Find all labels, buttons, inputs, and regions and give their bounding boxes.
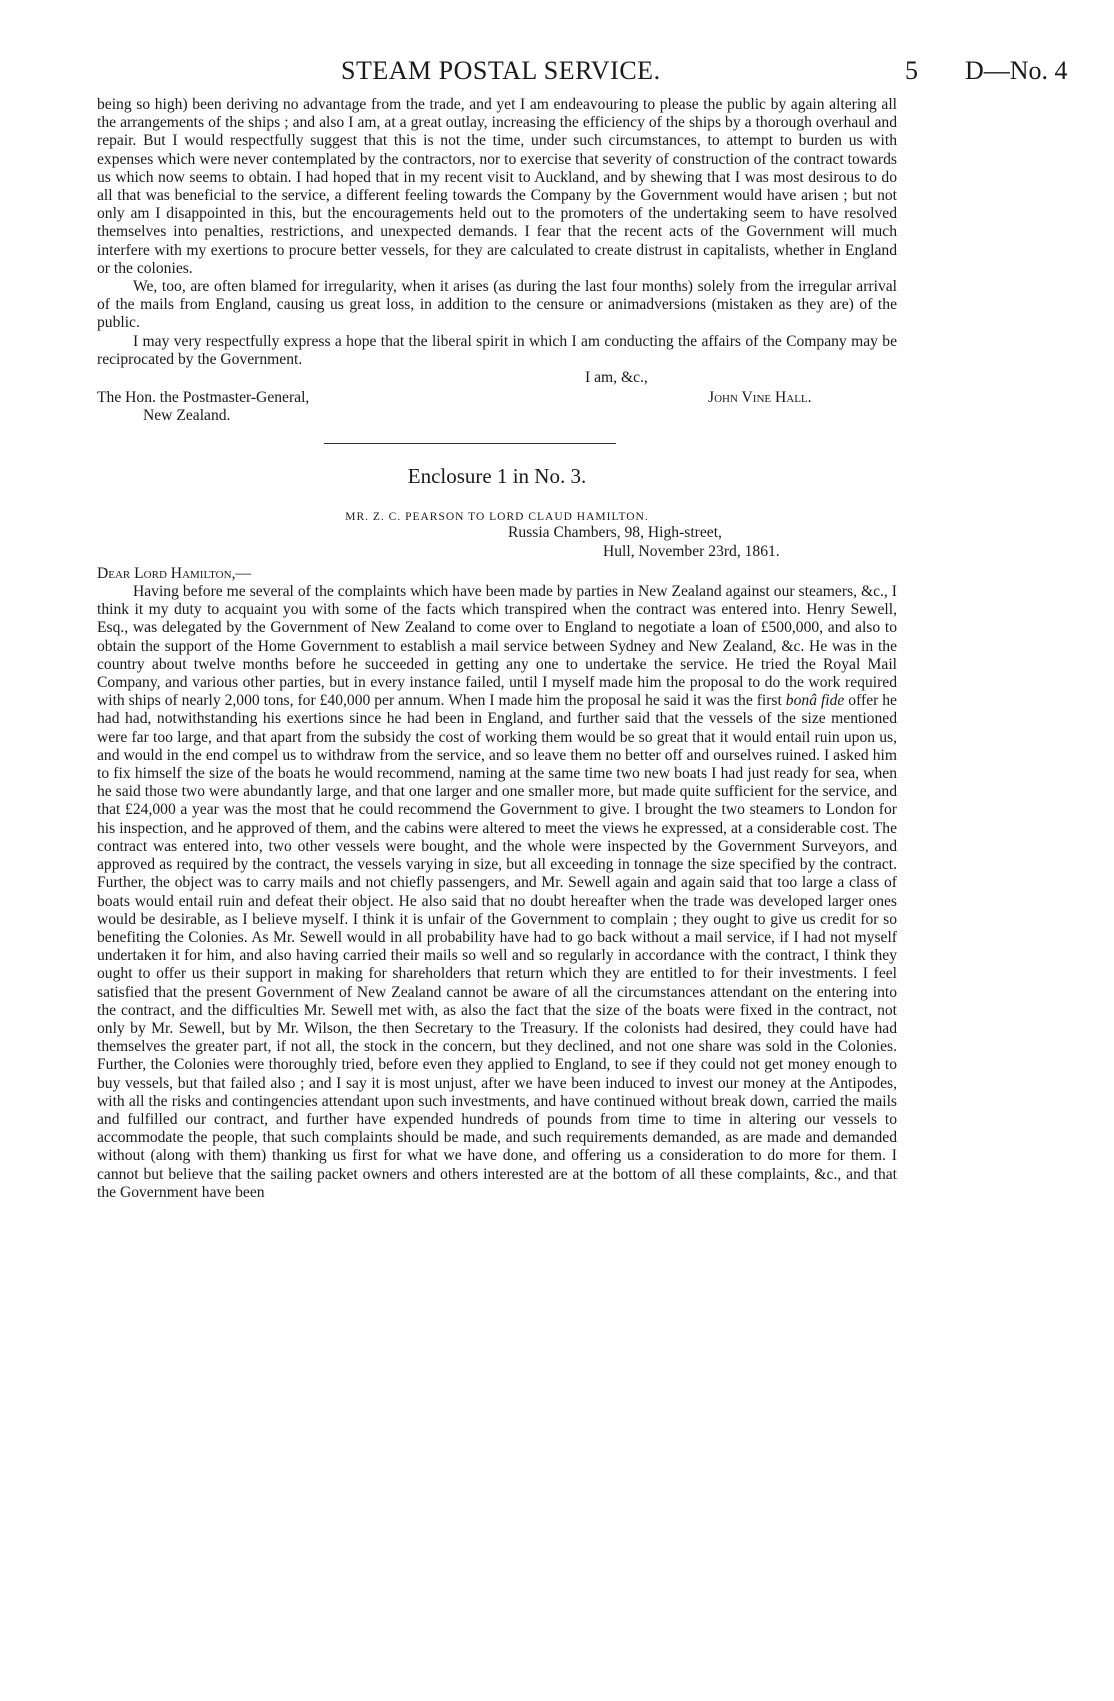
page-number: 5: [905, 56, 918, 85]
closing-line: I am, &c.,: [585, 369, 648, 387]
divider: [324, 443, 616, 444]
enclosure-heading: MR. Z. C. PEARSON TO LORD CLAUD HAMILTON.: [345, 511, 649, 524]
document-reference: D—No. 4: [965, 56, 1068, 85]
enclosure-body: [97, 583, 897, 1202]
running-title: STEAM POSTAL SERVICE.: [341, 56, 661, 85]
sender-address: [97, 523, 897, 561]
enclosure-paragraph: [97, 583, 897, 1202]
letter-paragraph: being so high) been deriving no advantage from the trade, and yet I am endeavouring to please the public by again altering all the arrangements of the ships ; and also I am, at a great outlay, increasing the efficiency of the ships by a thorough overhaul and repair. But I would respectfully suggest that this is not the time, under such circumstances, to attempt to burden us with expenses which were never contemplated by the contractors, nor to exercise that severity of construction of the contract towards us which now seems to obtain. I had hoped that in my recent visit to Auckland, and by shewing that I was most desirous to do all that was beneficial to the service, a different feeling towards the Company by the Government would have arisen ; but not only am I disappointed in this, but the encouragements held out to the promoters of the undertaking seem to have resolved themselves into penalties, restrictions, and unexpected demands. I fear that the recent acts of the Government will much interfere with my exertions to procure better vessels, for they are calculated to create distrust in capitalists, whether in England or the colonies.: [97, 96, 897, 277]
paragraph-text: Having before me several of the complaints which have been made by parties in New Zealand against our steamers, &c., I think it my duty to acquaint you with some of the facts which transpired when the contract was entered into. Henry Sewell, Esq., was delegated by the Government of New Zealand to come over to England to negotiate a loan of £500,000, and also to obtain the support of the Home Government to establish a mail service between Sydney and New Zealand, &c. He was in the country about twelve months before he succeeded in getting any one to undertake the service. He tried the Royal Mail Company, and various other parties, but in every instance failed, until I myself made him the proposal to do the work required with ships of nearly 2,000 tons, for £40,000 per annum. When I made him the proposal he said it was the first: [97, 583, 897, 710]
enclosure-title: Enclosure 1 in No. 3.: [407, 464, 587, 489]
recipient-line: New Zealand.: [143, 407, 231, 425]
letter-body: [97, 96, 897, 369]
recipient-line: The Hon. the Postmaster-General,: [97, 389, 310, 407]
letter-paragraph: I may very respectfully express a hope that the liberal spirit in which I am conducting the affairs of the Company may be reciprocated by the Government.: [97, 332, 897, 368]
letter-paragraph: We, too, are often blamed for irregularity, when it arises (as during the last four months) solely from the irregular arrival of the mails from England, causing us great loss, in addition to the censure or animadversions (mistaken as they are) of the public.: [97, 278, 897, 332]
signature-block: [97, 369, 897, 433]
document-page: [97, 56, 1097, 1202]
address-date-line: Hull, November 23rd, 1861.: [603, 543, 780, 561]
page-header: [97, 56, 1097, 96]
address-line: Russia Chambers, 98, High-street,: [508, 524, 722, 542]
italic-phrase: bonâ fide: [785, 692, 845, 710]
signature: John Vine Hall.: [708, 389, 812, 407]
salutation: Dear Lord Hamilton,—: [97, 565, 252, 583]
paragraph-text: offer he had had, notwithstanding his exertions since he had been in England, and further said that the vessels of the size mentioned were far too large, and that apart from the subsidy the cost of working them would be so great that it would entail ruin upon us, and would in the end compel us to withdraw from the service, and so leave them no better off and ourselves ruined. I asked him to fix himself the size of the boats he would recommend, naming at the same time two new boats I had just ready for sea, when he said those two were abundantly large, and that one larger and one smaller more, but made quite sufficient for the service, and that £24,000 a year was the most that he could recommend the Government to give. I brought the two steamers to London for his inspection, and he approved of them, and the cabins were altered to meet the views he expressed, at a considerable cost. The contract was entered into, two other vessels were bought, and the whole were inspected by the Government Surveyors, and approved as required by the contract, the vessels varying in size, but all exceeding in tonnage the size specified by the contract. Further, the object was to carry mails and not chiefly passengers, and Mr. Sewell again and again said that too large a class of boats would entail ruin and defeat their object. He also said that no doubt hereafter when the trade was developed larger ones would be desirable, as I believe myself. I think it is unfair of the Government to complain ; they ought to give us credit for so benefiting the Colonies. As Mr. Sewell would in all probability have had to go back without a mail service, if I had not myself undertaken it for him, and also having carried their mails so well and so regularly in accordance with the contract, I think they ought to offer us their support in making for shareholders that return which they are entitled to for their investments. I feel satisfied that the present Government of New Zealand cannot be aware of all the circumstances attendant on the entering into the contract, and the difficulties Mr. Sewell met with, as also the fact that the size of the boats were fixed in the contract, not only by Mr. Sewell, but by Mr. Wilson, the then Secretary to the Treasury. If the colonists had desired, they could have had themselves the greater part, if not all, the stock in the concern, but they declined, and not one share was sold in the Colonies. Further, the Colonies were thoroughly tried, before even they applied to England, to see if they could not get money enough to buy vessels, but that failed also ; and I say it is most unjust, after we have been induced to invest our money at the Antipodes, with all the risks and contingencies attendant upon such investments, and have continued without break down, carried the mails and fulfilled our contract, and further have expended hundreds of pounds from time to time in altering our vessels to accommodate the people, that such complaints should be made, and such requirements demanded, as are made and demanded without (along with them) thanking us first for what we have done, and offering us a consideration to do more for them. I cannot but believe that the sailing packet owners and others interested are at the bottom of all these complaints, &c., and that the Government have been: [97, 692, 897, 1201]
